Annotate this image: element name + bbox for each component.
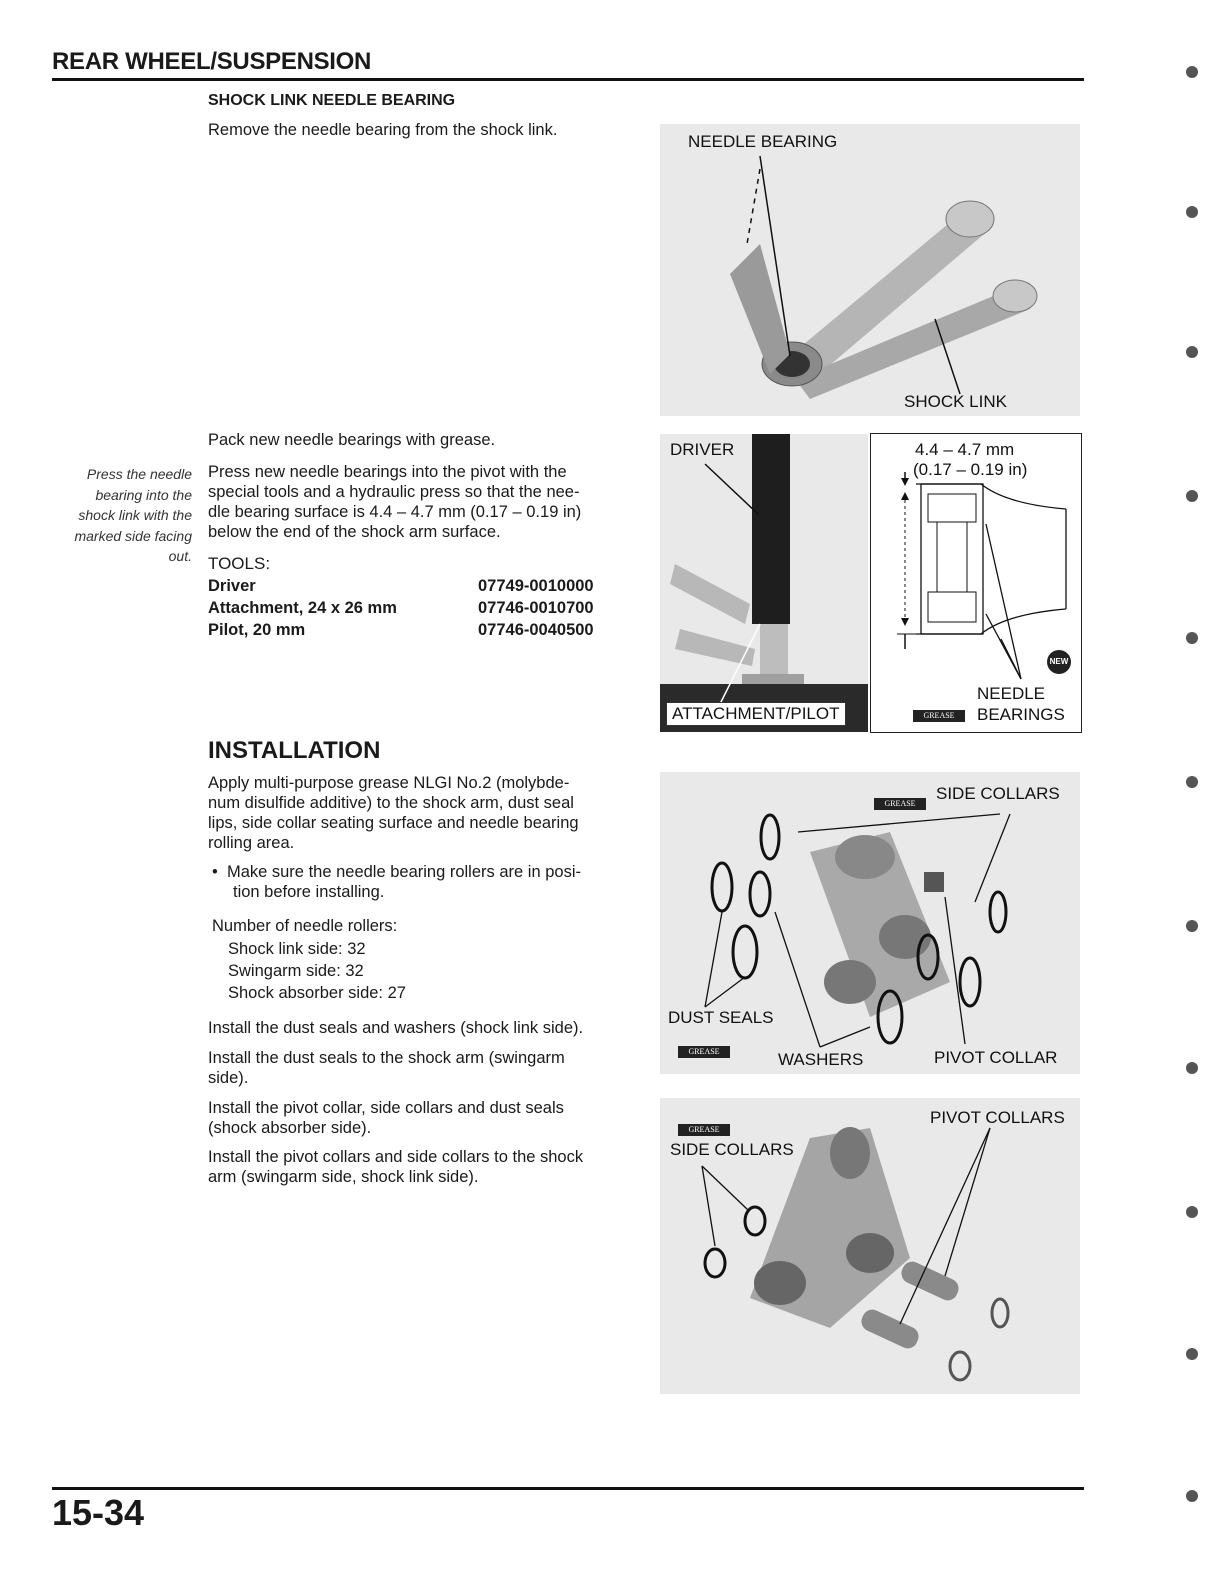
- figure-dust-seals: [660, 772, 1080, 1074]
- pack-text: Pack new needle bearings with grease.: [208, 431, 496, 449]
- install-step: Install the pivot collars and side collars to the shock arm (swingarm side, shock link side).: [208, 1148, 584, 1186]
- binder-hole: [1186, 490, 1198, 502]
- tool-row: Driver 07749-0010000: [208, 577, 594, 595]
- label-side-collars: SIDE COLLARS: [670, 1140, 794, 1159]
- binder-hole: [1186, 632, 1198, 644]
- binder-hole: [1186, 206, 1198, 218]
- figure-driver-press: [660, 434, 868, 732]
- binder-hole: [1186, 1348, 1198, 1360]
- label-pivot-collars: PIVOT COLLARS: [930, 1108, 1065, 1127]
- binder-hole: [1186, 776, 1198, 788]
- label-shock-link: SHOCK LINK: [904, 392, 1007, 411]
- label-needle-bearings-1: NEEDLE: [977, 684, 1046, 703]
- grease-badge-icon: GREASE: [913, 710, 965, 722]
- subtitle-needle-bearing: SHOCK LINK NEEDLE BEARING: [208, 92, 456, 109]
- tool-row: Attachment, 24 x 26 mm 07746-0010700: [208, 599, 594, 617]
- figure-shock-link: [660, 124, 1080, 416]
- page-number: 15-34: [52, 1492, 145, 1533]
- grease-badge-icon: GREASE: [678, 1124, 730, 1136]
- grease-badge-icon: GREASE: [678, 1046, 730, 1058]
- binder-hole: [1186, 1206, 1198, 1218]
- install-step: Install the dust seals to the shock arm (swingarm side).: [208, 1049, 565, 1087]
- rollers-title: Number of needle rollers:: [212, 917, 398, 935]
- grease-badge-icon: GREASE: [874, 798, 926, 810]
- header-rule: [52, 78, 1084, 81]
- label-washers: WASHERS: [778, 1050, 864, 1069]
- driver-press-illustration: [660, 434, 868, 732]
- new-badge-icon: NEW: [1047, 650, 1071, 674]
- tool-row: Pilot, 20 mm 07746-0040500: [208, 621, 594, 639]
- side-note: Press the needle bearing into the shock link with the marked side facing out.: [74, 466, 192, 564]
- label-dust-seals: DUST SEALS: [668, 1008, 774, 1027]
- binder-hole: [1186, 346, 1198, 358]
- tools-list: [208, 575, 594, 641]
- remove-text: Remove the needle bearing from the shock link.: [208, 121, 558, 139]
- install-step: Install the pivot collar, side collars and dust seals (shock absorber side).: [208, 1099, 564, 1137]
- install-step: Install the dust seals and washers (shock link side).: [208, 1019, 584, 1037]
- figure-pivot-collars: [660, 1098, 1080, 1394]
- label-side-collars: SIDE COLLARS: [936, 784, 1060, 803]
- label-needle-bearing: NEEDLE BEARING: [684, 132, 841, 152]
- label-attachment-pilot: ATTACHMENT/PILOT: [666, 702, 846, 726]
- shock-link-illustration: [660, 124, 1080, 416]
- bullet-dot: •: [212, 863, 227, 881]
- rollers-list: Shock link side: 32 Swingarm side: 32 Shock absorber side: 27: [228, 940, 406, 1002]
- binder-hole: [1186, 1490, 1198, 1502]
- section-title: REAR WHEEL/SUSPENSION: [52, 48, 372, 75]
- tools-title: TOOLS:: [208, 554, 271, 573]
- figure-cross-section: [870, 433, 1082, 733]
- grease-text: Apply multi-purpose grease NLGI No.2 (molybde- num disulfide additive) to the shock arm, dust seal lips, side collar seating surface and needle bearing rolling area.: [208, 774, 579, 852]
- label-dim-mm: 4.4 – 4.7 mm: [915, 440, 1015, 459]
- label-needle-bearings-2: BEARINGS: [977, 705, 1065, 724]
- binder-hole: [1186, 1062, 1198, 1074]
- label-pivot-collar: PIVOT COLLAR: [934, 1048, 1058, 1067]
- bullet-note: • Make sure the needle bearing rollers are in posi- tion before installing.: [212, 863, 581, 901]
- footer-rule: [52, 1487, 1084, 1490]
- binder-hole: [1186, 66, 1198, 78]
- label-dim-in: (0.17 – 0.19 in): [913, 460, 1028, 479]
- binder-hole: [1186, 920, 1198, 932]
- press-text: Press new needle bearings into the pivot with the special tools and a hydraulic press so that the nee- dle bearing surface is 4.4 – 4.7 mm (0.17 – 0.19 in) below the end of the shock arm surface.: [208, 463, 582, 541]
- installation-title: INSTALLATION: [208, 737, 381, 764]
- dust-seals-illustration: [660, 772, 1080, 1074]
- label-driver: DRIVER: [666, 440, 738, 460]
